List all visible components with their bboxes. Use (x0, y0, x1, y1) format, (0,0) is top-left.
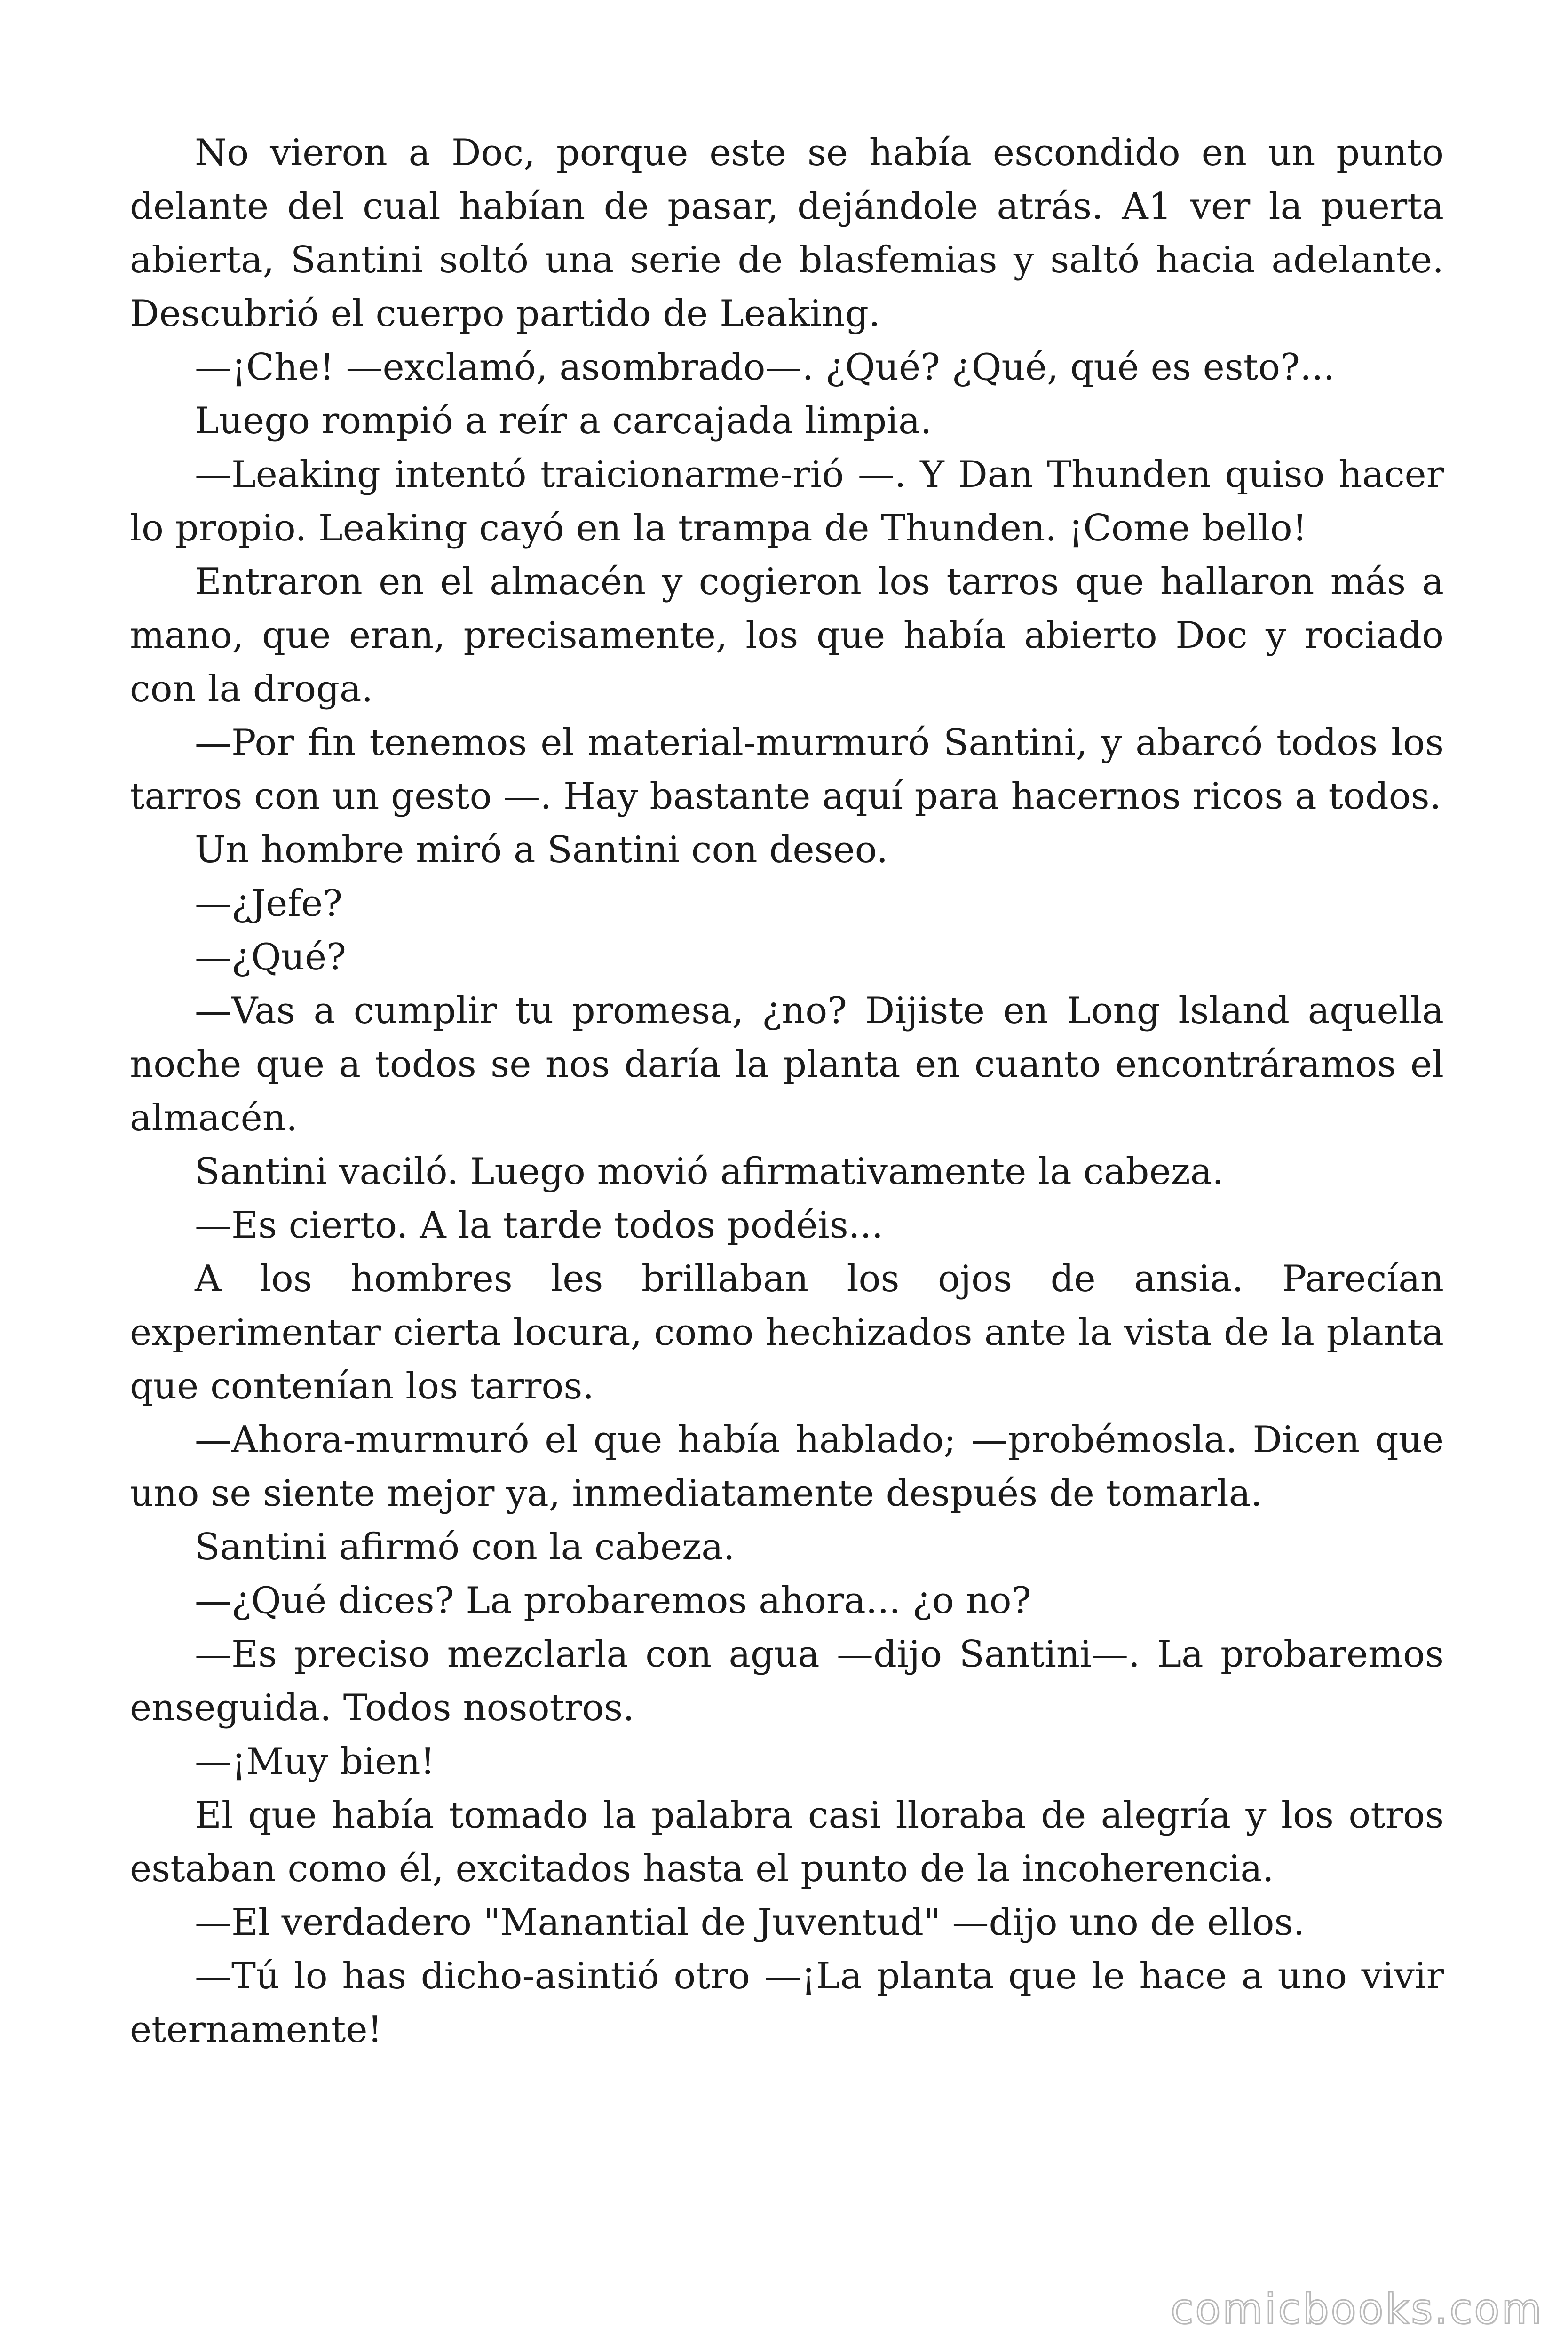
paragraph: No vieron a Doc, porque este se había escondido en un punto delante del cual habían de pasar, dejándole atrás. A1 ver la puerta abierta, Santini soltó una serie de blasfemias y saltó hacia adelante. Descubrió el cuerpo partido de Leaking. (130, 132, 1444, 335)
paragraph: A los hombres les brillaban los ojos de ansia. Parecían experimentar cierta locura, como hechizados ante la vista de la planta que contenían los tarros. (130, 1258, 1444, 1407)
paragraph: Santini afirmó con la cabeza. (195, 1526, 735, 1568)
paragraph: —¿Jefe? (195, 882, 343, 925)
paragraph: Luego rompió a reír a carcajada limpia. (195, 400, 932, 442)
paragraph: —Es cierto. A la tarde todos podéis... (195, 1204, 884, 1247)
paragraph: —Tú lo has dicho-asintió otro —¡La planta que le hace a uno vivir eternamente! (130, 1955, 1444, 2051)
paragraph: Un hombre miró a Santini con deseo. (195, 829, 888, 871)
paragraph: —¿Qué? (195, 936, 346, 978)
paragraph: Entraron en el almacén y cogieron los tarros que hallaron más a mano, que eran, precisamente, los que había abierto Doc y rociado con la droga. (130, 561, 1444, 710)
paragraph: El que había tomado la palabra casi lloraba de alegría y los otros estaban como él, excitados hasta el punto de la incoherencia. (130, 1794, 1444, 1890)
paragraph: —Ahora-murmuró el que había hablado; —probémosla. Dicen que uno se siente mejor ya, inmediatamente después de tomarla. (130, 1419, 1444, 1515)
paragraph: Santini vaciló. Luego movió afirmativamente la cabeza. (195, 1151, 1224, 1193)
paragraph: —Leaking intentó traicionarme-rió —. Y Dan Thunden quiso hacer lo propio. Leaking cayó en la trampa de Thunden. ¡Come bello! (130, 453, 1444, 549)
paragraph: —Vas a cumplir tu promesa, ¿no? Dijiste en Long lsland aquella noche que a todos se nos daría la planta en cuanto encontráramos el almacén. (130, 990, 1444, 1139)
paragraph: —¡Che! —exclamó, asombrado—. ¿Qué? ¿Qué, qué es esto?... (195, 346, 1335, 389)
paragraph: —El verdadero "Manantial de Juventud" —dijo uno de ellos. (195, 1901, 1305, 1944)
paragraph: —Es preciso mezclarla con agua —dijo Santini—. La probaremos enseguida. Todos nosotros. (130, 1633, 1444, 1729)
watermark: comicbooks.com (1170, 2285, 1544, 2333)
body-text (130, 126, 1444, 2057)
paragraph: —Por fin tenemos el material-murmuró Santini, y abarcó todos los tarros con un gesto —. Hay bastante aquí para hacernos ricos a todos. (130, 722, 1444, 818)
paragraph: —¡Muy bien! (195, 1740, 435, 1783)
paragraph: —¿Qué dices? La probaremos ahora... ¿o no? (195, 1580, 1031, 1622)
